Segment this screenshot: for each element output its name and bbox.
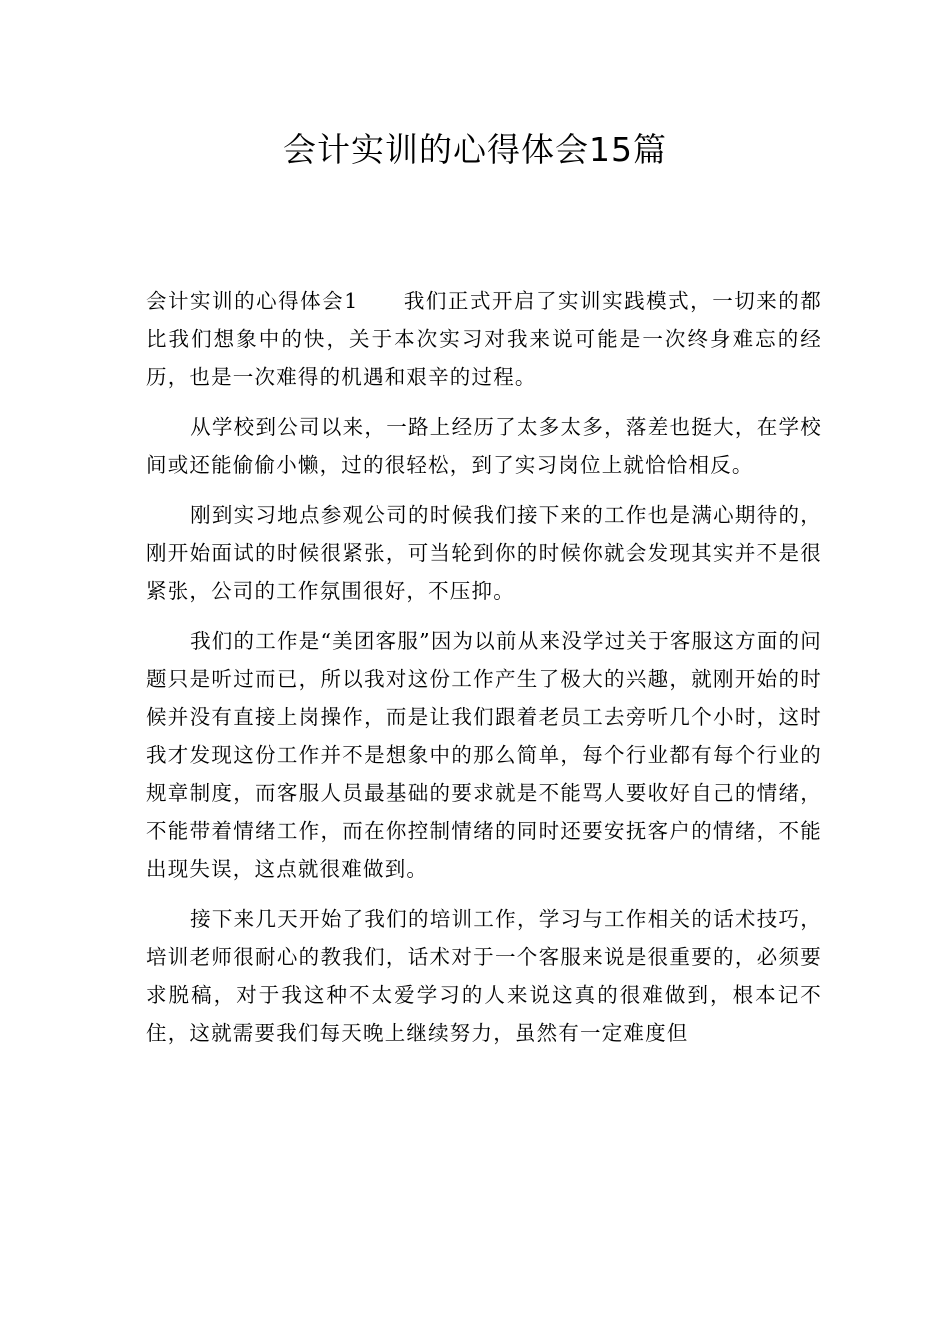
- paragraph-5: 接下来几天开始了我们的培训工作，学习与工作相关的话术技巧，培训老师很耐心的教我们，话术对于一个客服来说是很重要的，必须要求脱稿，对于我这种不太爱学习的人来说这真的很难做到，根本记不住，这就需要我们每天晚上继续努力，虽然有一定难度但: [146, 907, 822, 1045]
- section-label: 会计实训的心得体会1: [146, 289, 359, 313]
- paragraph-4: 我们的工作是“美团客服”因为以前从来没学过关于客服这方面的问题只是听过而已，所以我对这份工作产生了极大的兴趣，就刚开始的时候并没有直接上岗操作，而是让我们跟着老员工去旁听几个小时，这时我才发现这份工作并不是想象中的那么简单，每个行业都有每个行业的规章制度，而客服人员最基础的要求就是不能骂人要收好自己的情绪，不能带着情绪工作，而在你控制情绪的同时还要安抚客户的情绪，不能出现失误，这点就很难做到。: [146, 629, 822, 881]
- paragraph-2: 从学校到公司以来，一路上经历了太多太多，落差也挺大，在学校间或还能偷偷小懒，过的很轻松，到了实习岗位上就恰恰相反。: [146, 415, 822, 477]
- paragraph-1-text: 我们正式开启了实训实践模式，一切来的都比我们想象中的快，关于本次实习对我来说可能是一次终身难忘的经历，也是一次难得的机遇和艰辛的过程。: [146, 289, 822, 389]
- paragraph-1: [146, 282, 822, 396]
- paragraph-3: 刚到实习地点参观公司的时候我们接下来的工作也是满心期待的，刚开始面试的时候很紧张，可当轮到你的时候你就会发现其实并不是很紧张，公司的工作氛围很好，不压抑。: [146, 503, 822, 603]
- document-title: 会计实训的心得体会15篇: [283, 130, 667, 169]
- document-body: [146, 282, 822, 1064]
